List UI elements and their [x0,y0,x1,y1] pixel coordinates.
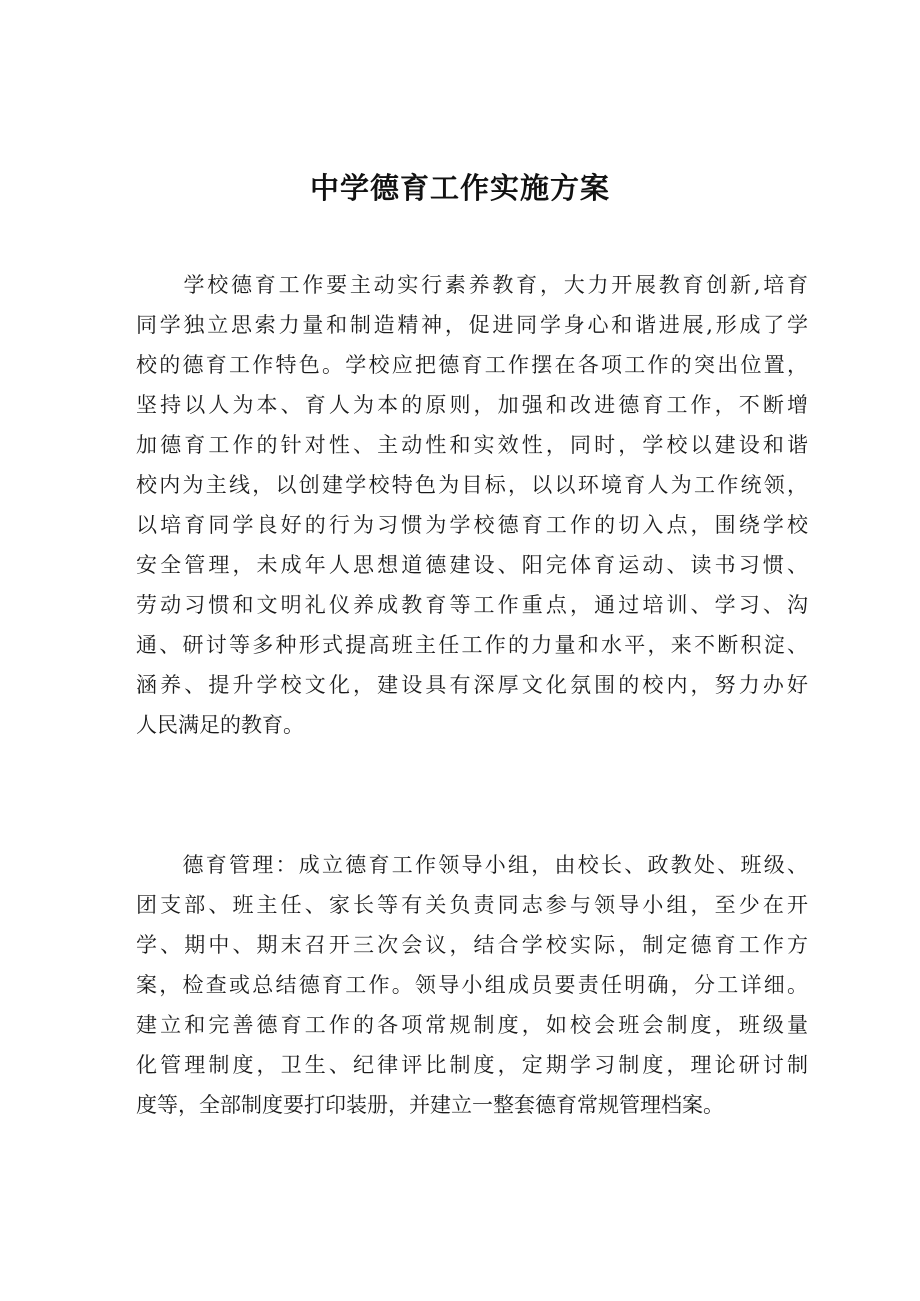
paragraph-line: 安全管理，未成年人思想道德建设、阳完体育运动、读书习惯、 [136,553,808,577]
paragraph-line: 学校德育工作要主动实行素养教育，大力开展教育创新,培育 [136,273,808,297]
document-title: 中学德育工作实施方案 [309,171,610,205]
paragraph-line: 劳动习惯和文明礼仪养成教育等工作重点，通过培训、学习、沟 [136,593,808,617]
paragraph-1 [136,265,808,745]
paragraph-2 [136,845,808,1125]
paragraph-line: 同学独立思索力量和制造精神，促进同学身心和谐进展,形成了学 [136,313,808,337]
paragraph-line: 加德育工作的针对性、主动性和实效性，同时，学校以建设和谐 [136,433,808,457]
paragraph-line: 度等，全部制度要打印装册，并建立一整套德育常规管理档案。 [136,1093,724,1117]
paragraph-line: 以培育同学良好的行为习惯为学校德育工作的切入点，围绕学校 [136,513,808,537]
paragraph-line: 德育管理：成立德育工作领导小组，由校长、政教处、班级、 [136,853,808,877]
paragraph-line: 学、期中、期末召开三次会议，结合学校实际，制定德育工作方 [136,933,808,957]
paragraph-line: 涵养、提升学校文化，建设具有深厚文化氛围的校内，努力办好 [136,673,808,697]
paragraph-line: 建立和完善德育工作的各项常规制度，如校会班会制度，班级量 [136,1013,808,1037]
paragraph-line: 通、研讨等多种形式提高班主任工作的力量和水平，来不断积淀、 [136,633,808,657]
paragraph-line: 案，检查或总结德育工作。领导小组成员要责任明确，分工详细。 [136,973,808,997]
paragraph-line: 化管理制度，卫生、纪律评比制度，定期学习制度，理论研讨制 [136,1053,808,1077]
paragraph-line: 校内为主线，以创建学校特色为目标，以以环境育人为工作统领， [136,473,808,497]
paragraph-line: 坚持以人为本、育人为本的原则，加强和改进德育工作，不断增 [136,393,808,417]
paragraph-line: 团支部、班主任、家长等有关负责同志参与领导小组，至少在开 [136,893,808,917]
paragraph-line: 校的德育工作特色。学校应把德育工作摆在各项工作的突出位置， [136,353,808,377]
paragraph-line: 人民满足的教育。 [136,713,304,737]
